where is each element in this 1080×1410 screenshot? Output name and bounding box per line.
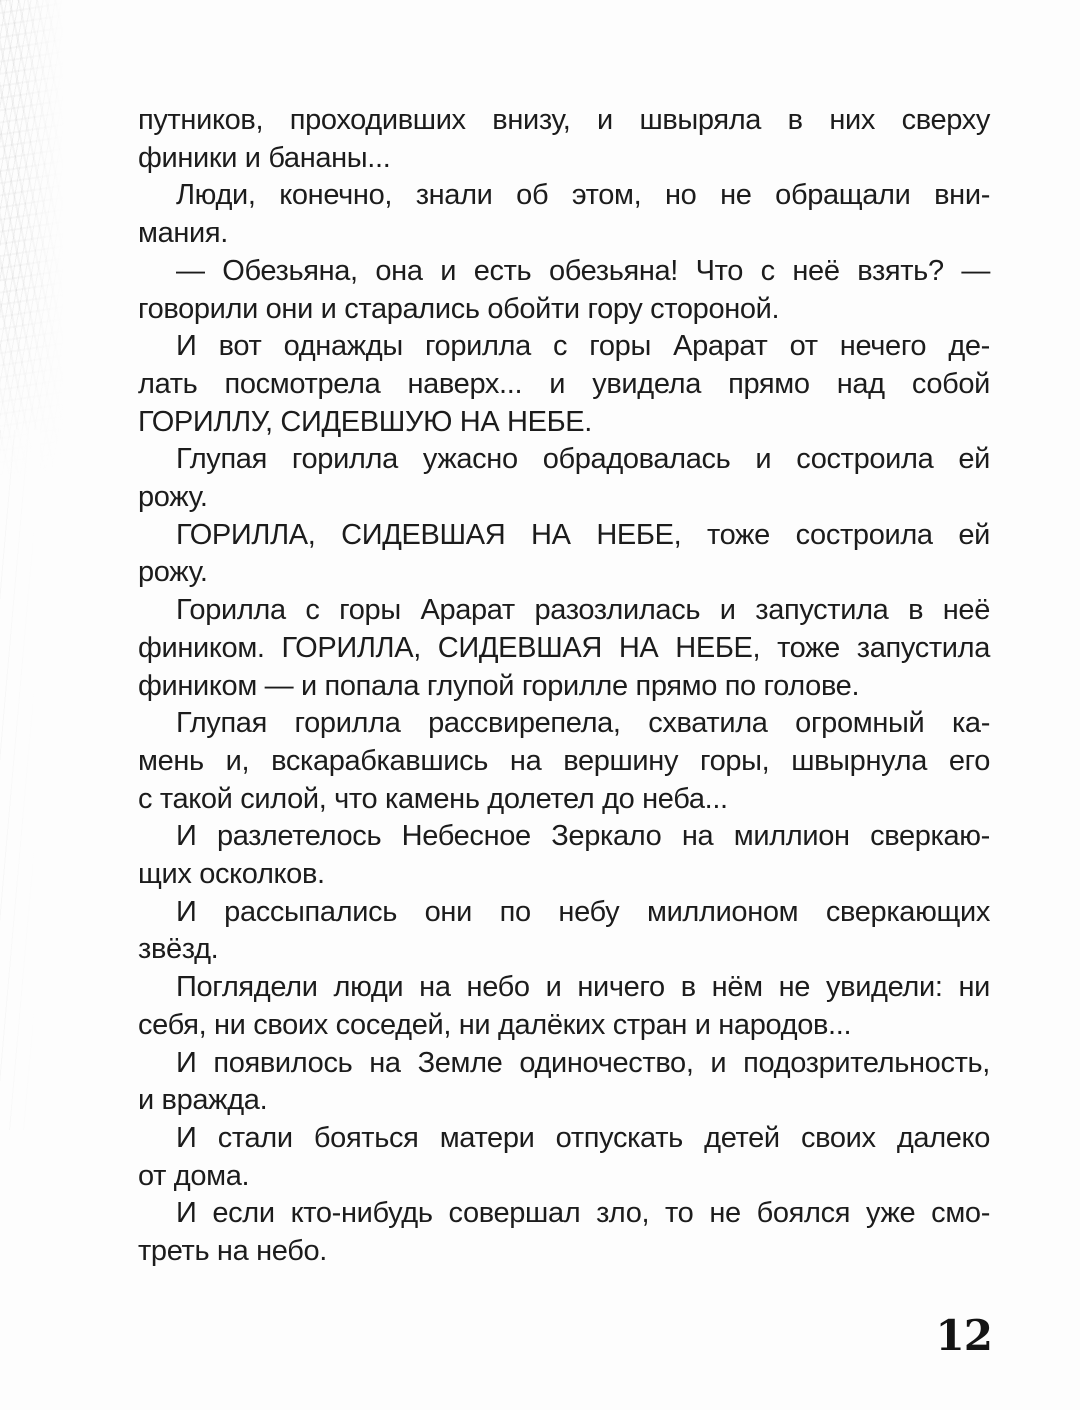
text-line: путников, проходивших внизу, и швыряла в них сверху xyxy=(138,104,990,136)
text-line: ГОРИЛЛА, СИДЕВШАЯ НА НЕБЕ, тоже состроила ей xyxy=(176,518,990,551)
text-line: мания. xyxy=(138,217,228,250)
text-line: И рассыпались они по небу миллионом сверкающих xyxy=(176,895,990,928)
text-line: ГОРИЛЛУ, СИДЕВШУЮ НА НЕБЕ. xyxy=(138,405,592,438)
text-line: треть на небо. xyxy=(138,1235,327,1268)
text-line: фиником — и попала глупой горилле прямо по голове. xyxy=(138,669,860,702)
text-line: финики и бананы... xyxy=(138,141,391,174)
text-line: мень и, вскарабкавшись на вершину горы, швырнула его xyxy=(138,744,990,777)
text-line: с такой силой, что камень долетел до неба... xyxy=(138,782,728,815)
text-line: фиником. ГОРИЛЛА, СИДЕВШАЯ НА НЕБЕ, тоже запустила xyxy=(138,631,990,664)
text-line: себя, ни своих соседей, ни далёких стран и народов... xyxy=(138,1008,852,1041)
page-edge-texture xyxy=(0,0,70,480)
text-line: звёзд. xyxy=(138,933,219,966)
text-line: Горилла с горы Арарат разозлилась и запустила в неё xyxy=(176,594,990,627)
text-line: лать посмотрела наверх... и увидела прямо над собой xyxy=(138,367,990,400)
text-line: от дома. xyxy=(138,1159,250,1192)
text-line: И стали бояться матери отпускать детей своих далеко xyxy=(176,1121,990,1154)
text-line: И появилось на Земле одиночество, и подозрительность, xyxy=(176,1046,990,1079)
page-edge-texture-lower xyxy=(0,430,40,1130)
text-line: Глупая горилла ужасно обрадовалась и состроила ей xyxy=(176,443,990,476)
text-line: Люди, конечно, знали об этом, но не обращали вни- xyxy=(176,179,990,212)
text-line: — Обезьяна, она и есть обезьяна! Что с неё взять? — xyxy=(176,254,990,287)
text-line: рожу. xyxy=(138,556,208,589)
text-line: И вот однажды горилла с горы Арарат от нечего де- xyxy=(176,330,990,363)
text-line: говорили они и старались обойти гору стороной. xyxy=(138,292,780,325)
text-line: И разлетелось Небесное Зеркало на миллион сверкаю- xyxy=(176,820,990,853)
story-text xyxy=(138,102,990,1271)
text-line: рожу. xyxy=(138,481,208,514)
text-line: И если кто-нибудь совершал зло, то не боялся уже смо- xyxy=(176,1197,990,1230)
text-line: и вражда. xyxy=(138,1084,268,1117)
page-number: 12 xyxy=(935,1311,992,1360)
text-line: Поглядели люди на небо и ничего в нём не увидели: ни xyxy=(176,971,990,1004)
text-line: щих осколков. xyxy=(138,858,325,891)
text-line: Глупая горилла рассвирепела, схватила огромный ка- xyxy=(176,707,990,740)
